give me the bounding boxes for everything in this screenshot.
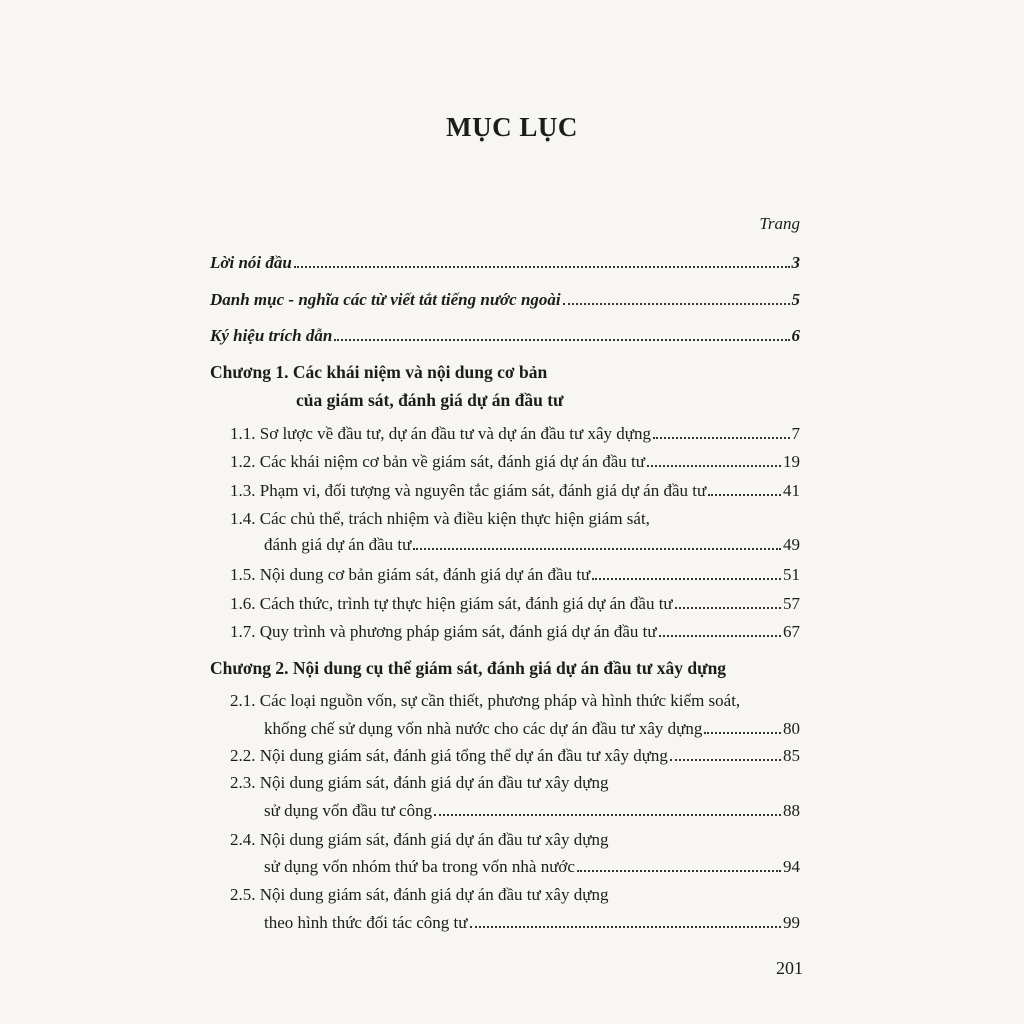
toc-entry-1-4-line1: 1.4. Các chủ thể, trách nhiệm và điều kiện thực hiện giám sát, bbox=[230, 509, 650, 528]
chapter-1-heading-cont: của giám sát, đánh giá dự án đầu tư bbox=[296, 390, 564, 410]
leader-dots bbox=[334, 338, 789, 341]
toc-entry-page: 94 bbox=[783, 857, 800, 876]
leader-dots bbox=[647, 464, 781, 467]
toc-entry-1-1 bbox=[230, 424, 800, 444]
toc-entry-label: 1.6. Cách thức, trình tự thực hiện giám sát, đánh giá dự án đầu tư bbox=[230, 594, 673, 613]
toc-entry-page: 57 bbox=[783, 594, 800, 613]
toc-entry-page: 41 bbox=[783, 481, 800, 500]
page-title: MỤC LỤC bbox=[446, 112, 578, 142]
toc-entry-1-6 bbox=[230, 594, 800, 614]
leader-dots bbox=[670, 758, 781, 761]
toc-entry-page: 3 bbox=[791, 253, 800, 272]
toc-entry-label: Danh mục - nghĩa các từ viết tắt tiếng nước ngoài bbox=[210, 290, 561, 309]
toc-entry-label: khống chế sử dụng vốn nhà nước cho các dự án đầu tư xây dựng bbox=[264, 719, 703, 738]
toc-entry-label: 1.2. Các khái niệm cơ bản về giám sát, đánh giá dự án đầu tư bbox=[230, 452, 645, 471]
toc-entry-page: 88 bbox=[783, 801, 800, 820]
toc-entry-page: 51 bbox=[783, 565, 800, 584]
toc-entry-1-3 bbox=[230, 481, 800, 501]
toc-entry-page: 99 bbox=[783, 913, 800, 932]
toc-entry-label: đánh giá dự án đầu tư bbox=[264, 535, 412, 554]
leader-dots bbox=[708, 493, 781, 496]
toc-entry-2-3 bbox=[264, 801, 800, 821]
leader-dots bbox=[675, 606, 781, 609]
toc-entry-label: theo hình thức đối tác công tư bbox=[264, 913, 468, 932]
toc-entry-1-5 bbox=[230, 565, 800, 585]
toc-entry-2-1-line1: 2.1. Các loại nguồn vốn, sự cần thiết, phương pháp và hình thức kiểm soát, bbox=[230, 691, 741, 710]
chapter-2-heading: Chương 2. Nội dung cụ thể giám sát, đánh giá dự án đầu tư xây dựng bbox=[210, 658, 727, 678]
toc-entry-page: 67 bbox=[783, 622, 800, 641]
toc-entry-2-4-line1: 2.4. Nội dung giám sát, đánh giá dự án đầu tư xây dựng bbox=[230, 830, 609, 849]
toc-entry-label: 1.5. Nội dung cơ bản giám sát, đánh giá dự án đầu tư bbox=[230, 565, 591, 584]
toc-entry-1-2 bbox=[230, 452, 800, 472]
toc-entry-page: 49 bbox=[783, 535, 800, 554]
toc-entry-page: 5 bbox=[791, 290, 800, 309]
toc-entry-label: sử dụng vốn đầu tư công bbox=[264, 801, 433, 820]
toc-entry-label: 1.3. Phạm vi, đối tượng và nguyên tắc giám sát, đánh giá dự án đầu tư bbox=[230, 481, 707, 500]
toc-entry-label: 1.7. Quy trình và phương pháp giám sát, đánh giá dự án đầu tư bbox=[230, 622, 657, 641]
page-number: 201 bbox=[776, 958, 803, 978]
leader-dots bbox=[294, 265, 790, 268]
toc-entry-page: 85 bbox=[783, 746, 800, 765]
leader-dots bbox=[659, 634, 781, 637]
toc-entry-abbreviations bbox=[210, 290, 800, 310]
toc-entry-label: 1.1. Sơ lược về đầu tư, dự án đầu tư và dự án đầu tư xây dựng bbox=[230, 424, 651, 443]
toc-entry-label: sử dụng vốn nhóm thứ ba trong vốn nhà nước bbox=[264, 857, 575, 876]
toc-entry-page: 80 bbox=[783, 719, 800, 738]
leader-dots bbox=[592, 577, 781, 580]
toc-entry-page: 19 bbox=[783, 452, 800, 471]
leader-dots bbox=[434, 813, 781, 816]
leader-dots bbox=[470, 925, 782, 928]
toc-entry-label: Lời nói đầu bbox=[210, 253, 292, 272]
toc-entry-1-4 bbox=[264, 535, 800, 555]
leader-dots bbox=[704, 731, 781, 734]
toc-entry-2-4 bbox=[264, 857, 800, 877]
chapter-1-heading: Chương 1. Các khái niệm và nội dung cơ bản bbox=[210, 362, 548, 382]
leader-dots bbox=[653, 436, 790, 439]
leader-dots bbox=[563, 302, 790, 305]
leader-dots bbox=[577, 869, 781, 872]
toc-entry-foreword bbox=[210, 253, 800, 273]
toc-entry-label: 2.2. Nội dung giám sát, đánh giá tổng thể dự án đầu tư xây dựng bbox=[230, 746, 668, 765]
toc-entry-1-7 bbox=[230, 622, 800, 642]
toc-entry-2-5 bbox=[264, 913, 800, 933]
leader-dots bbox=[413, 547, 781, 550]
toc-entry-label: Ký hiệu trích dẫn bbox=[210, 326, 333, 345]
toc-entry-2-1 bbox=[264, 719, 800, 739]
toc-entry-2-3-line1: 2.3. Nội dung giám sát, đánh giá dự án đầu tư xây dựng bbox=[230, 773, 609, 792]
page-column-label: Trang bbox=[759, 214, 800, 233]
toc-entry-2-5-line1: 2.5. Nội dung giám sát, đánh giá dự án đầu tư xây dựng bbox=[230, 885, 609, 904]
toc-entry-page: 7 bbox=[791, 424, 800, 443]
toc-entry-2-2 bbox=[230, 746, 800, 766]
toc-entry-citations bbox=[210, 326, 800, 346]
toc-entry-page: 6 bbox=[791, 326, 800, 345]
